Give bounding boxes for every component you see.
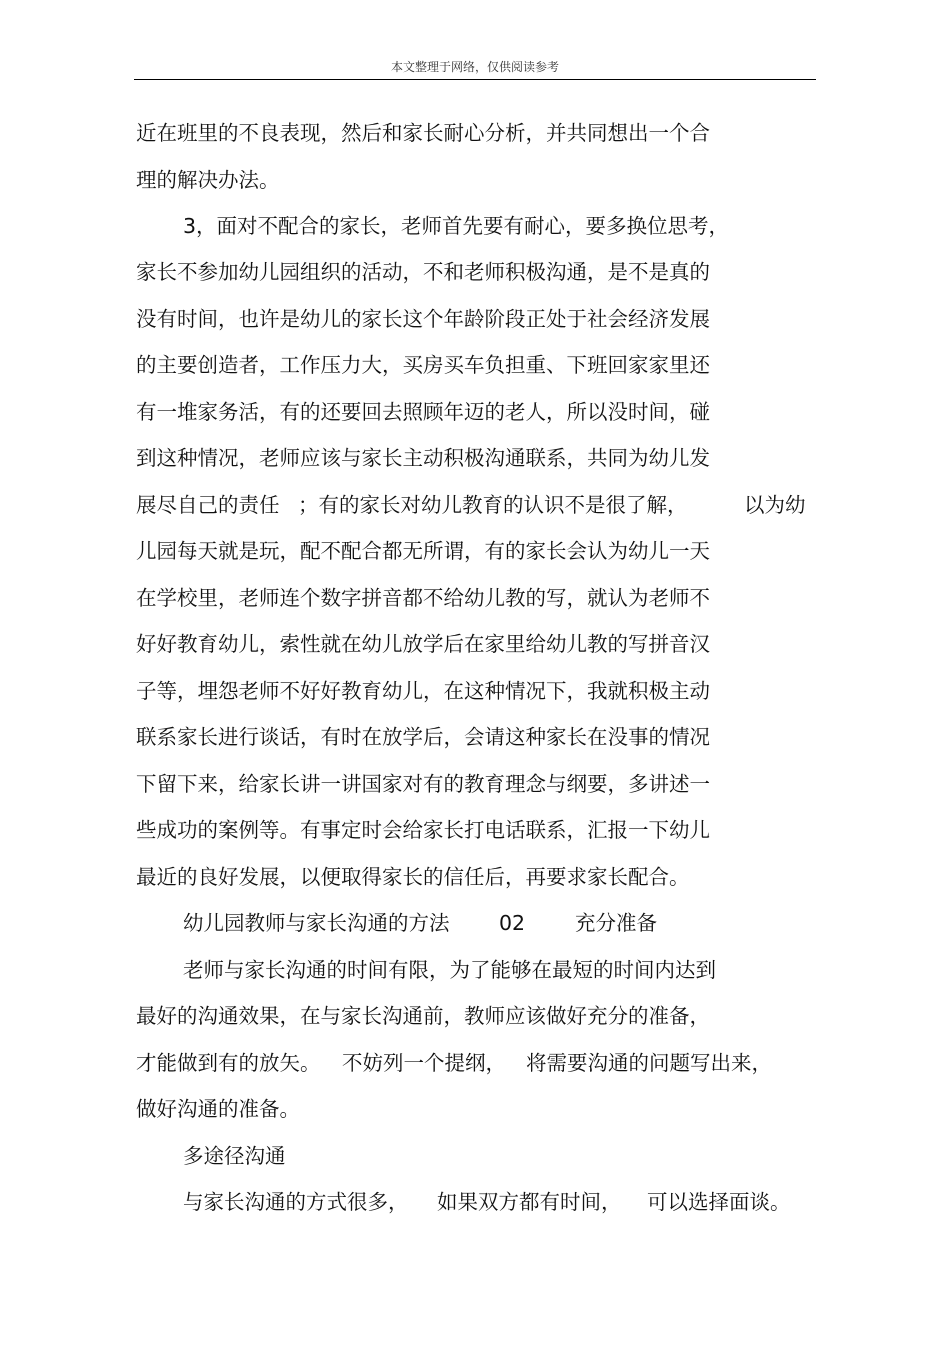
body-line: 有一堆家务活，有的还要回去照顾年迈的老人，所以没时间，碰 (136, 400, 710, 424)
body-segment: 以为幼 (744, 493, 806, 517)
body-segment: 不妨列一个提纲， (342, 1051, 506, 1075)
section-heading-title: 幼儿园教师与家长沟通的方法 (183, 911, 450, 935)
body-line-split (136, 1048, 796, 1078)
section-heading-number: 02 (499, 911, 526, 935)
body-line: 在学校里，老师连个数字拼音都不给幼儿教的写，就认为老师不 (136, 586, 710, 610)
body-line-split (136, 490, 816, 520)
body-line: 子等，埋怨老师不好好教育幼儿，在这种情况下，我就积极主动 (136, 679, 710, 703)
body-line-split (183, 1187, 803, 1217)
body-line: 老师与家长沟通的时间有限，为了能够在最短的时间内达到 (183, 958, 716, 982)
header-note: 本文整理于网络，仅供阅读参考 (390, 60, 559, 74)
body-line: 下留下来，给家长讲一讲国家对有的教育理念与纲要，多讲述一 (136, 772, 710, 796)
body-line: 联系家长进行谈话，有时在放学后，会请这种家长在没事的情况 (136, 725, 710, 749)
body-line: 家长不参加幼儿园组织的活动，不和老师积极沟通，是不是真的 (136, 260, 710, 284)
section-heading-subtitle: 充分准备 (575, 911, 657, 935)
body-line: 理的解决办法。 (136, 168, 280, 192)
body-line: 些成功的案例等。有事定时会给家长打电话联系，汇报一下幼儿 (136, 818, 710, 842)
section-heading (183, 908, 703, 938)
body-segment: 如果双方都有时间， (437, 1190, 622, 1214)
body-line: 儿园每天就是玩，配不配合都无所谓，有的家长会认为幼儿一天 (136, 539, 710, 563)
body-segment: 才能做到有的放矢。 (136, 1051, 321, 1075)
header-divider (134, 79, 816, 80)
body-segment: 与家长沟通的方式很多， (183, 1190, 409, 1214)
body-line: 近在班里的不良表现，然后和家长耐心分析，并共同想出一个合 (136, 121, 710, 145)
body-line: 最好的沟通效果，在与家长沟通前，教师应该做好充分的准备， (136, 1004, 710, 1028)
subsection-heading: 多途径沟通 (183, 1144, 286, 1168)
body-line: 做好沟通的准备。 (136, 1097, 300, 1121)
body-line: 没有时间，也许是幼儿的家长这个年龄阶段正处于社会经济发展 (136, 307, 710, 331)
body-line: 到这种情况，老师应该与家长主动积极沟通联系，共同为幼儿发 (136, 446, 710, 470)
body-segment: 将需要沟通的问题写出来， (526, 1051, 772, 1075)
body-segment: ；有的家长对幼儿教育的认识不是很了解， (298, 493, 688, 517)
body-line: 的主要创造者，工作压力大，买房买车负担重、下班回家家里还 (136, 353, 710, 377)
body-line: 好好教育幼儿，索性就在幼儿放学后在家里给幼儿教的写拼音汉 (136, 632, 710, 656)
body-segment: 展尽自己的责任 (136, 493, 280, 517)
body-line: 3，面对不配合的家长，老师首先要有耐心，要多换位思考， (183, 214, 730, 238)
body-line: 最近的良好发展，以便取得家长的信任后，再要求家长配合。 (136, 865, 690, 889)
body-segment: 可以选择面谈。 (647, 1190, 791, 1214)
